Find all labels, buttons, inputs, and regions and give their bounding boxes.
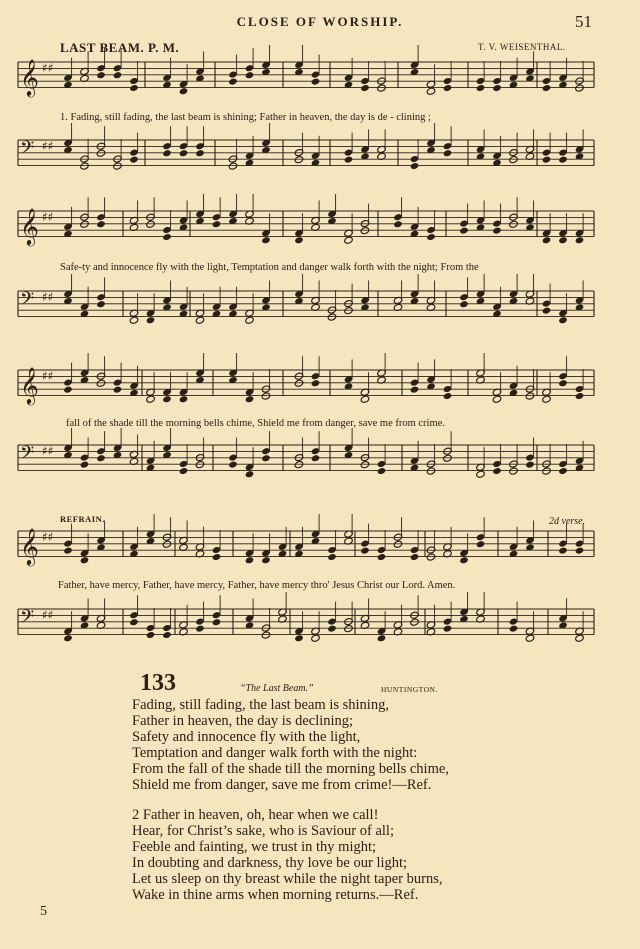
note-head: [228, 461, 238, 469]
treble-clef-icon: 𝄞: [20, 207, 39, 245]
note-head: [96, 220, 106, 228]
note-head: [261, 454, 271, 462]
key-signature-icon: ♯♯: [42, 369, 54, 383]
note-head: [80, 461, 90, 469]
note-head: [146, 316, 156, 324]
note-head: [377, 634, 387, 642]
note-head: [294, 634, 304, 642]
note-head: [542, 236, 552, 244]
key-signature-icon: ♯♯: [42, 290, 54, 304]
verse-marker: 2d verse.: [549, 516, 586, 527]
stanza-1-line: From the fall of the shade till the morning bells chime,: [132, 761, 449, 778]
key-signature-icon: ♯♯: [42, 139, 54, 153]
note-head: [179, 395, 189, 403]
bass-clef-icon: 𝄢: [20, 289, 35, 314]
note-head: [245, 395, 255, 403]
note-head: [311, 379, 321, 387]
note-head: [261, 236, 271, 244]
note-head: [80, 556, 90, 564]
note-head: [179, 87, 189, 95]
note-head: [212, 553, 222, 561]
note-head: [410, 386, 420, 394]
bass-clef-icon: 𝄢: [20, 607, 35, 632]
lyric-line-2: Safe-ty and innocence fly with the light, Temptation and danger walk forth with the night; From the: [60, 262, 479, 273]
note-head: [426, 87, 436, 95]
bass-clef-icon: 𝄢: [20, 443, 35, 468]
note-head: [146, 395, 156, 403]
note-head: [63, 386, 73, 394]
note-head: [129, 618, 139, 626]
stanza-1-line: Safety and innocence fly with the light,: [132, 729, 361, 746]
stanza-1: [132, 697, 449, 794]
note-head: [344, 156, 354, 164]
note-head: [327, 553, 337, 561]
note-head: [179, 149, 189, 157]
note-head: [294, 236, 304, 244]
note-head: [525, 461, 535, 469]
note-head: [509, 625, 519, 633]
stanza-2-line: Let us sleep on thy breast while the night taper burns,: [132, 871, 443, 888]
note-head: [410, 162, 420, 170]
note-head: [129, 84, 139, 92]
stanza-2-line: In doubting and darkness, thy love be our light;: [132, 855, 408, 872]
note-head: [525, 634, 535, 642]
page-number: 51: [575, 12, 592, 31]
stanza-2-line: 2 Father in heaven, oh, hear when we call!: [132, 807, 379, 823]
note-head: [162, 149, 172, 157]
note-head: [393, 220, 403, 228]
note-head: [476, 84, 486, 92]
note-head: [146, 631, 156, 639]
note-head: [558, 236, 568, 244]
note-head: [311, 78, 321, 86]
note-head: [558, 547, 568, 555]
note-head: [360, 395, 370, 403]
note-head: [113, 71, 123, 79]
tune-name: LAST BEAM. P. M.: [60, 40, 180, 55]
key-signature-icon: ♯♯: [42, 530, 54, 544]
running-header: CLOSE OF WORSHIP.: [236, 14, 404, 29]
note-head: [443, 392, 453, 400]
note-head: [443, 84, 453, 92]
key-signature-icon: ♯♯: [42, 608, 54, 622]
note-head: [261, 556, 271, 564]
note-head: [344, 236, 354, 244]
note-head: [542, 395, 552, 403]
note-head: [542, 307, 552, 315]
note-head: [558, 316, 568, 324]
note-head: [113, 386, 123, 394]
note-head: [162, 233, 172, 241]
refrain-label: REFRAIN.: [60, 514, 105, 524]
note-head: [492, 227, 502, 235]
note-head: [179, 467, 189, 475]
note-head: [360, 84, 370, 92]
note-head: [228, 78, 238, 86]
stanza-1-line: Temptation and danger walk forth with the night:: [132, 745, 418, 762]
stanza-2-line: Feeble and fainting, we trust in thy might;: [132, 839, 377, 856]
note-head: [129, 156, 139, 164]
note-head: [245, 71, 255, 79]
note-head: [492, 84, 502, 92]
note-head: [575, 236, 585, 244]
note-head: [377, 553, 387, 561]
note-head: [245, 316, 255, 324]
stanza-2-line: Hear, for Christ’s sake, who is Saviour of all;: [132, 823, 394, 840]
stanza-1-line: Father in heaven, the day is declining;: [132, 713, 354, 730]
note-head: [575, 634, 585, 642]
stanza-2: [132, 807, 442, 904]
note-head: [96, 300, 106, 308]
note-head: [245, 470, 255, 478]
note-head: [129, 316, 139, 324]
treble-clef-icon: 𝄞: [20, 366, 39, 404]
note-head: [459, 227, 469, 235]
note-head: [476, 470, 486, 478]
note-head: [459, 300, 469, 308]
note-head: [410, 553, 420, 561]
hymn-number: 133: [140, 670, 176, 696]
stanza-1-line: Fading, still fading, the last beam is shining,: [132, 697, 389, 713]
note-head: [575, 392, 585, 400]
note-head: [195, 316, 205, 324]
note-head: [327, 625, 337, 633]
note-head: [542, 84, 552, 92]
hymn-title: “The Last Beam.”: [240, 683, 314, 694]
note-head: [459, 556, 469, 564]
key-signature-icon: ♯♯: [42, 61, 54, 75]
stanza-1-line: Shield me from danger, save me from crime!—Ref.: [132, 777, 432, 794]
composer: T. V. WEISENTHAL.: [478, 42, 566, 52]
note-head: [492, 395, 502, 403]
key-signature-icon: ♯♯: [42, 444, 54, 458]
note-head: [245, 556, 255, 564]
key-signature-icon: ♯♯: [42, 210, 54, 224]
note-head: [558, 467, 568, 475]
note-head: [162, 631, 172, 639]
note-head: [195, 149, 205, 157]
lyric-line-4: Father, have mercy, Father, have mercy, Father, have mercy thro' Jesus Christ our Lord. Amen.: [58, 580, 456, 591]
note-head: [492, 467, 502, 475]
note-head: [162, 395, 172, 403]
signature-mark: 5: [40, 904, 47, 919]
note-head: [212, 220, 222, 228]
bass-clef-icon: 𝄢: [20, 138, 35, 163]
hymn-tune: HUNTINGTON.: [381, 685, 438, 694]
note-head: [311, 634, 321, 642]
treble-clef-icon: 𝄞: [20, 527, 39, 565]
note-head: [311, 454, 321, 462]
note-head: [96, 454, 106, 462]
note-head: [575, 547, 585, 555]
note-head: [212, 618, 222, 626]
lyric-line-3: fall of the shade till the morning bells chime, Shield me from danger, save me from crime.: [66, 418, 445, 429]
note-head: [63, 634, 73, 642]
note-head: [558, 156, 568, 164]
note-head: [476, 540, 486, 548]
note-head: [63, 547, 73, 555]
note-head: [195, 625, 205, 633]
note-head: [558, 379, 568, 387]
stanza-2-line: Wake in thine arms when morning returns.—Ref.: [132, 887, 419, 904]
note-head: [443, 625, 453, 633]
note-head: [542, 156, 552, 164]
lyric-line-1: 1. Fading, still fading, the last beam is shining; Father in heaven, the day is de - clining ;: [60, 112, 431, 123]
note-head: [360, 547, 370, 555]
note-head: [377, 467, 387, 475]
note-head: [96, 71, 106, 79]
treble-clef-icon: 𝄞: [20, 58, 39, 96]
note-head: [443, 149, 453, 157]
note-head: [426, 233, 436, 241]
